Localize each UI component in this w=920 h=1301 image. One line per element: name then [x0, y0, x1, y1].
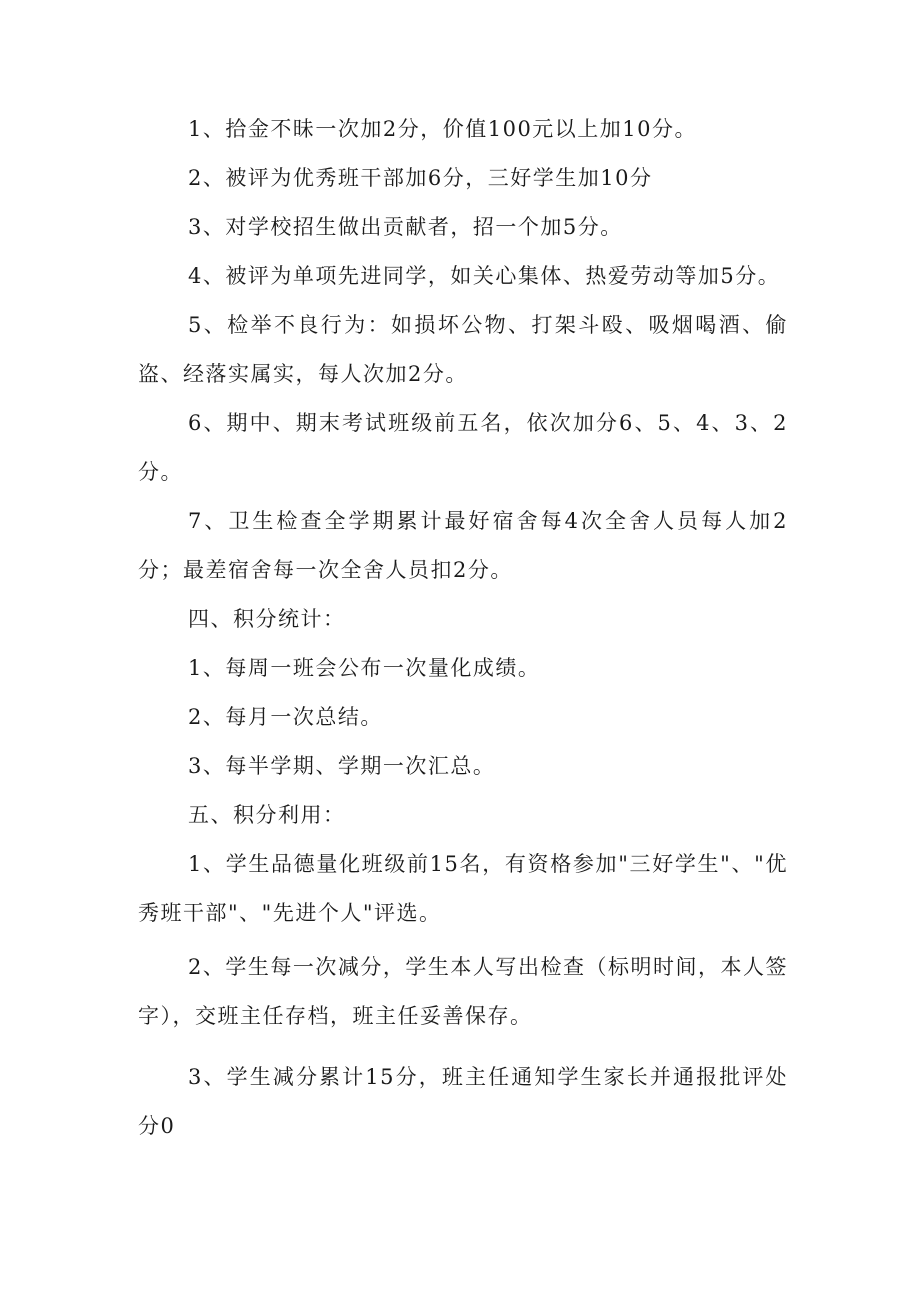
paragraph-9: 2、每月一次总结。: [188, 705, 383, 729]
paragraph-4: 4、被评为单项先进同学，如关心集体、热爱劳动等加5分。: [188, 264, 781, 288]
paragraph-5: 5、检举不良行为：如损坏公物、打架斗殴、吸烟喝酒、偷盗、经落实属实，每人次加2分。: [138, 313, 788, 386]
paragraph-8: 1、每周一班会公布一次量化成绩。: [188, 656, 541, 680]
paragraph-1: 1、拾金不昧一次加2分，价值100元以上加10分。: [188, 117, 698, 141]
paragraph-12: 2、学生每一次减分，学生本人写出检查（标明时间，本人签字），交班主任存档，班主任妥善保存。: [138, 955, 788, 1028]
paragraph-2: 2、被评为优秀班干部加6分，三好学生加10分: [188, 166, 653, 190]
paragraph-11: 1、学生品德量化班级前15名，有资格参加"三好学生"、"优秀班干部"、"先进个人"评选。: [138, 852, 788, 925]
section-heading-4: 四、积分统计：: [188, 607, 346, 631]
paragraph-10: 3、每半学期、学期一次汇总。: [188, 754, 496, 778]
paragraph-13: 3、学生减分累计15分，班主任通知学生家长并通报批评处分0: [138, 1065, 788, 1138]
section-heading-5: 五、积分利用：: [188, 803, 346, 827]
document-page: [138, 105, 788, 1151]
paragraph-7: 7、卫生检查全学期累计最好宿舍每4次全舍人员每人加2分；最差宿舍每一次全舍人员扣2分。: [138, 509, 788, 582]
paragraph-6: 6、期中、期末考试班级前五名，依次加分6、5、4、3、2分。: [138, 411, 788, 484]
paragraph-3: 3、对学校招生做出贡献者，招一个加5分。: [188, 215, 623, 239]
